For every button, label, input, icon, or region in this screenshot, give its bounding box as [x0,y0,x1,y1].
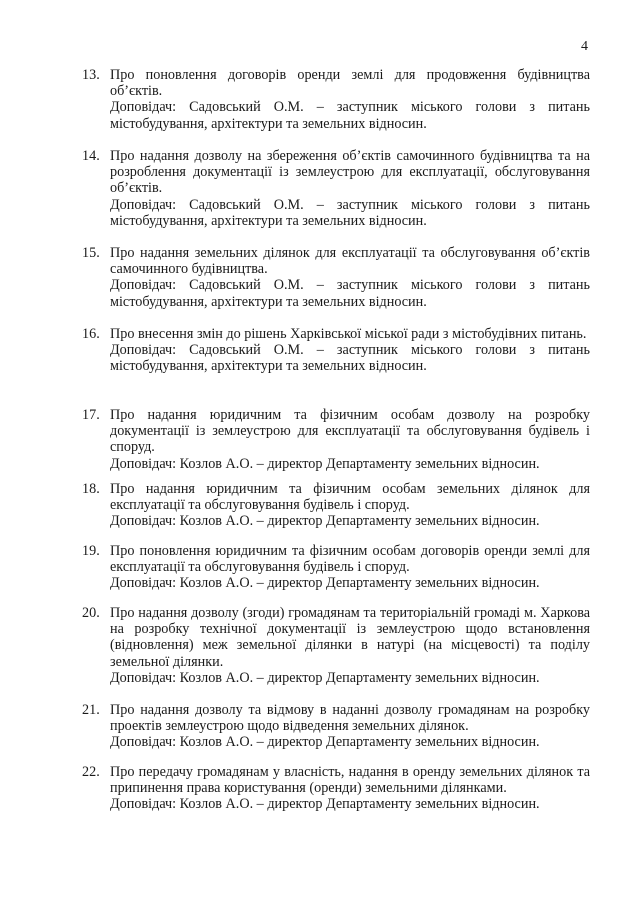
agenda-item-20 [82,605,590,686]
item-title: Про надання дозволу та відмову в наданні дозволу громадянам на розробку проектів землеустрою щодо відведення земельних ділянок. [110,702,590,735]
agenda-item-16 [82,326,590,375]
item-number: 20. [82,605,100,621]
item-title: Про надання юридичним та фізичним особам земельних ділянок для експлуатації та обслуговування будівель і споруд. [110,481,590,514]
item-number: 17. [82,407,100,423]
item-title: Про внесення змін до рішень Харківської міської ради з містобудівних питань. [110,326,587,342]
item-number: 18. [82,481,100,497]
item-speaker: Доповідач: Садовський О.М. – заступник міського голови з питань містобудування, архітектури та земельних відносин. [110,99,590,132]
item-speaker: Доповідач: Садовський О.М. – заступник міського голови з питань містобудування, архітектури та земельних відносин. [110,196,590,229]
agenda-item-15 [82,245,590,310]
item-speaker: Доповідач: Садовський О.М. – заступник міського голови з питань містобудування, архітектури та земельних відносин. [110,342,590,375]
item-title: Про поновлення юридичним та фізичним особам договорів оренди землі для експлуатації та обслуговування будівель і споруд. [110,543,590,576]
item-title: Про надання земельних ділянок для експлуатації та обслуговування об’єктів самочинного будівництва. [110,245,590,278]
item-number: 14. [82,148,100,164]
item-speaker: Доповідач: Козлов А.О. – директор Департаменту земельних відносин. [110,669,540,686]
agenda-item-17 [82,407,590,472]
item-speaker: Доповідач: Козлов А.О. – директор Департаменту земельних відносин. [110,513,540,530]
agenda-item-14 [82,148,590,229]
item-speaker: Доповідач: Козлов А.О. – директор Департаменту земельних відносин. [110,796,540,813]
page-number: 4 [581,39,588,54]
item-speaker: Доповідач: Козлов А.О. – директор Департаменту земельних відносин. [110,734,540,751]
agenda-item-21 [82,702,590,751]
agenda-item-13 [82,67,590,132]
item-number: 15. [82,245,100,261]
item-number: 13. [82,67,100,83]
item-speaker: Доповідач: Козлов А.О. – директор Департаменту земельних відносин. [110,575,540,592]
item-speaker: Доповідач: Козлов А.О. – директор Департаменту земельних відносин. [110,455,540,472]
item-title: Про надання юридичним та фізичним особам дозволу на розробку документації із землеустрою для експлуатації та обслуговування будівель і споруд. [110,407,590,456]
item-number: 22. [82,764,100,780]
agenda-item-18 [82,481,590,530]
agenda-item-22 [82,764,590,813]
item-title: Про надання дозволу (згоди) громадянам та територіальній громаді м. Харкова на розробку технічної документації із землеустрою щодо встановлення (відновлення) меж земельної ділянки в натурі (на місцевості) та поділу земельної ділянки. [110,605,590,670]
item-speaker: Доповідач: Садовський О.М. – заступник міського голови з питань містобудування, архітектури та земельних відносин. [110,277,590,310]
item-title: Про надання дозволу на збереження об’єктів самочинного будівництва та на розроблення документації із землеустрою для експлуатації, обслуговування об’єктів. [110,148,590,197]
item-title: Про поновлення договорів оренди землі для продовження будівництва об’єктів. [110,67,590,100]
item-number: 19. [82,543,100,559]
agenda-item-19 [82,543,590,592]
item-number: 16. [82,326,100,342]
item-title: Про передачу громадянам у власність, надання в оренду земельних ділянок та припинення права користування (оренди) земельними ділянками. [110,764,590,797]
item-number: 21. [82,702,100,718]
